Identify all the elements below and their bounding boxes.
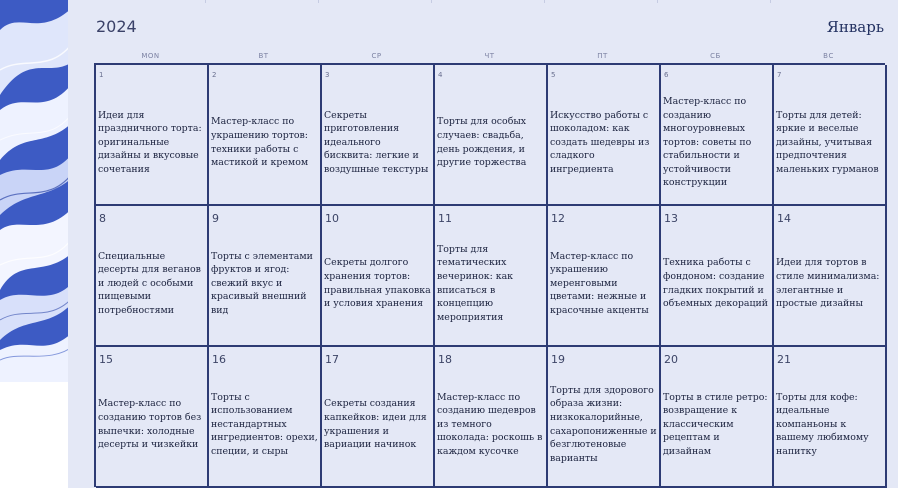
- calendar-grid: [94, 63, 885, 487]
- day-cell[interactable]: [96, 65, 209, 206]
- day-title: Искусство работы с шоколадом: как создать шедевры из сладкого ингредиента: [550, 109, 650, 175]
- day-cell[interactable]: [209, 347, 322, 488]
- day-title: Торты для тематических вечеринок: как вписаться в концепцию мероприятия: [437, 243, 514, 323]
- day-number: 16: [212, 353, 226, 366]
- calendar-panel: [68, 0, 898, 488]
- day-number: 6: [664, 71, 669, 79]
- weekday-label: ВТ: [258, 52, 269, 60]
- day-number: 15: [99, 353, 113, 366]
- day-title: Идеи для тортов в стиле минимализма: элегантные и простые дизайны: [776, 257, 880, 310]
- day-cell[interactable]: [661, 347, 774, 488]
- day-cell[interactable]: [435, 65, 548, 206]
- day-number: 17: [325, 353, 339, 366]
- day-number: 10: [325, 212, 339, 225]
- weekday-label: MON: [141, 52, 160, 60]
- day-cell[interactable]: [548, 347, 661, 488]
- day-cell[interactable]: [96, 347, 209, 488]
- day-number: 20: [664, 353, 678, 366]
- day-number: 5: [551, 71, 556, 79]
- day-cell[interactable]: [774, 206, 887, 347]
- day-title: Торты с использованием нестандартных ингредиентов: орехи, специи, и сыры: [211, 391, 318, 457]
- day-cell[interactable]: [661, 206, 774, 347]
- day-number: 8: [99, 212, 106, 225]
- day-number: 19: [551, 353, 565, 366]
- day-title: Мастер-класс по созданию тортов без выпечки: холодные десерты и чизкейки: [98, 398, 202, 451]
- day-cell[interactable]: [774, 347, 887, 488]
- day-number: 1: [99, 71, 104, 79]
- day-number: 3: [325, 71, 330, 79]
- day-number: 9: [212, 212, 219, 225]
- day-cell[interactable]: [322, 65, 435, 206]
- day-title: Техника работы с фондоном: создание гладких покрытий и объемных декораций: [663, 257, 769, 310]
- weekday-label: ВС: [823, 52, 834, 60]
- day-cell[interactable]: [774, 65, 887, 206]
- top-rule-marks: [68, 0, 898, 3]
- day-title: Торты для кофе: идеальные компаньоны к вашему любимому напитку: [776, 391, 869, 457]
- day-number: 13: [664, 212, 678, 225]
- day-cell[interactable]: [661, 65, 774, 206]
- day-number: 18: [438, 353, 452, 366]
- day-number: 11: [438, 212, 452, 225]
- day-cell[interactable]: [548, 65, 661, 206]
- day-number: 12: [551, 212, 565, 225]
- year-label: 2024: [96, 17, 137, 36]
- day-title: Мастер-класс по украшению меренговыми цветами: нежные и красочные акценты: [550, 250, 649, 316]
- day-title: Торты с элементами фруктов и ягод: свежий вкус и красивый внешний вид: [211, 250, 313, 316]
- day-title: Торты для здорового образа жизни: низкокалорийные, сахаропониженные и безглютеновые варианты: [550, 384, 657, 464]
- day-cell[interactable]: [322, 206, 435, 347]
- day-title: Торты в стиле ретро: возвращение к классическим рецептам и дизайнам: [663, 391, 768, 457]
- day-title: Секреты долгого хранения тортов: правильная упаковка и условия хранения: [324, 257, 431, 310]
- weekday-label: ЧТ: [484, 52, 495, 60]
- day-title: Секреты приготовления идеального бисквита: легкие и воздушные текстуры: [324, 109, 429, 175]
- day-cell[interactable]: [209, 65, 322, 206]
- day-number: 2: [212, 71, 217, 79]
- day-title: Специальные десерты для веганов и людей с особыми пищевыми потребностями: [98, 250, 201, 316]
- marble-swirl-image: [0, 0, 75, 382]
- day-number: 14: [777, 212, 791, 225]
- day-number: 21: [777, 353, 791, 366]
- day-title: Мастер-класс по украшению тортов: техники работы с мастикой и кремом: [211, 116, 309, 169]
- weekday-label: ПТ: [597, 52, 608, 60]
- day-cell[interactable]: [435, 347, 548, 488]
- day-cell[interactable]: [548, 206, 661, 347]
- day-cell[interactable]: [322, 347, 435, 488]
- day-number: 7: [777, 71, 782, 79]
- month-label: Январь: [826, 18, 884, 36]
- day-title: Мастер-класс по созданию шедевров из темного шоколада: роскошь в каждом кусочке: [437, 391, 543, 457]
- day-cell[interactable]: [209, 206, 322, 347]
- day-title: Идеи для праздничного торта: оригинальные дизайны и вкусовые сочетания: [98, 109, 202, 175]
- weekday-label: СБ: [710, 52, 721, 60]
- day-title: Торты для особых случаев: свадьба, день рождения, и другие торжества: [437, 116, 527, 169]
- day-title: Торты для детей: яркие и веселые дизайны, учитывая предпочтения маленьких гурманов: [776, 109, 879, 175]
- weekday-label: СР: [371, 52, 382, 60]
- marble-decoration: [0, 0, 75, 382]
- day-cell[interactable]: [435, 206, 548, 347]
- day-title: Мастер-класс по созданию многоуровневых тортов: советы по стабильности и устойчивости конструкции: [663, 95, 752, 189]
- day-cell[interactable]: [96, 206, 209, 347]
- day-number: 4: [438, 71, 443, 79]
- day-title: Секреты создания капкейков: идеи для украшения и вариации начинок: [324, 398, 427, 451]
